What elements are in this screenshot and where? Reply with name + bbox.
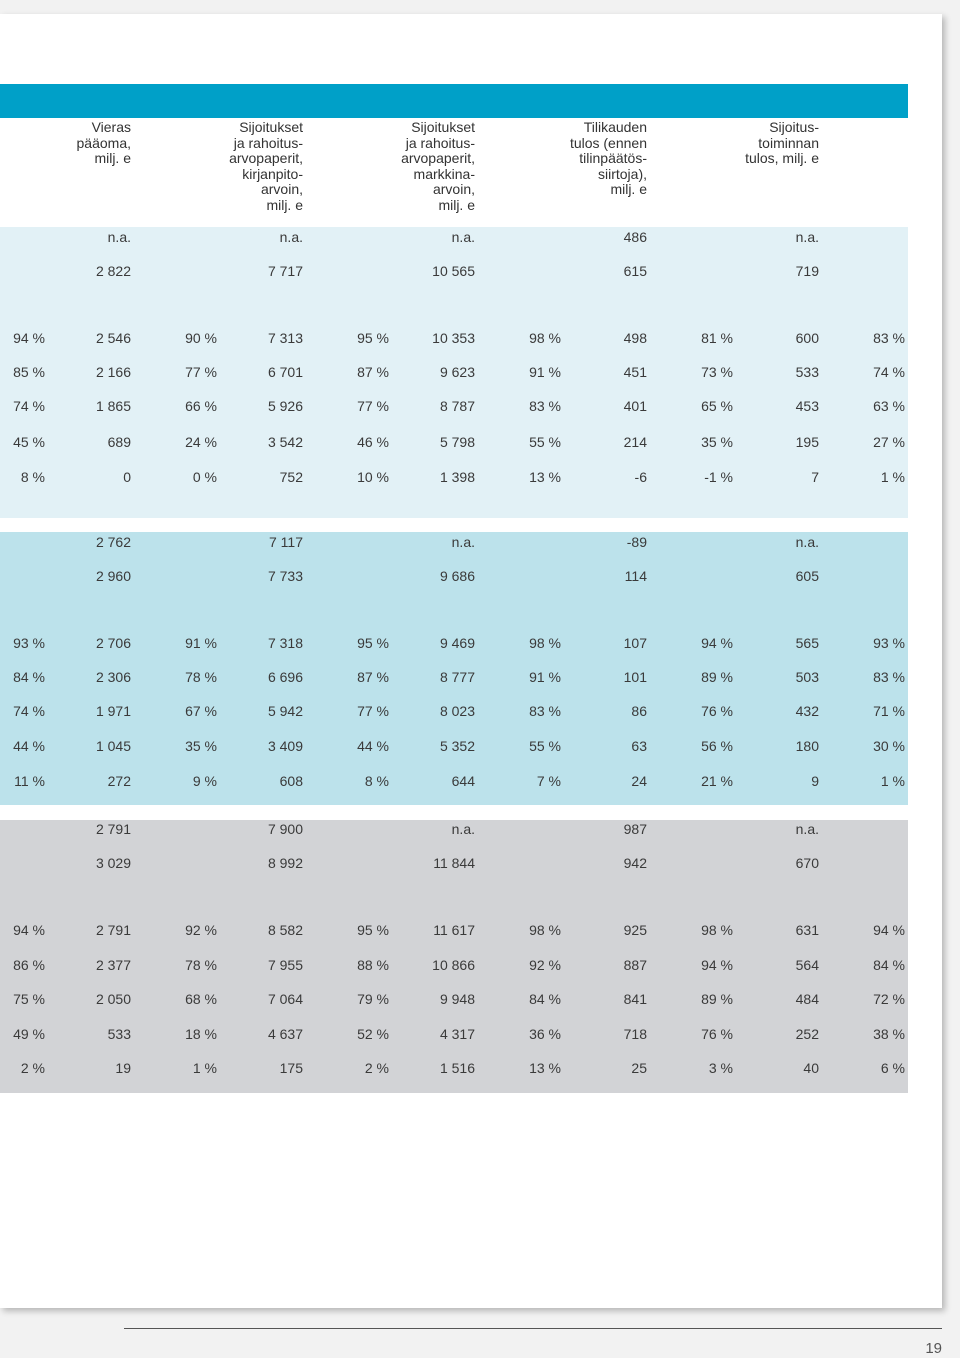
table-cell: 77 %: [185, 364, 217, 380]
table-cell: 180: [795, 738, 819, 754]
table-cell: 11 617: [433, 922, 475, 938]
table-cell: 91 %: [529, 364, 561, 380]
table-cell: 272: [107, 773, 131, 789]
table-cell: 1 971: [95, 703, 131, 719]
table-cell: 6 696: [267, 669, 303, 685]
table-cell: 89 %: [701, 991, 733, 1007]
table-cell: 95 %: [357, 635, 389, 651]
summary-cell: n.a.: [451, 534, 475, 550]
table-cell: 3 409: [267, 738, 303, 754]
table-cell: 84 %: [873, 957, 905, 973]
table-cell: 73 %: [701, 364, 733, 380]
table-cell: 432: [795, 703, 819, 719]
table-cell: 5 926: [267, 398, 303, 414]
table-cell: 18 %: [185, 1026, 217, 1042]
table-cell: 752: [279, 469, 303, 485]
table-cell: 1 %: [880, 773, 905, 789]
table-cell: 7 955: [267, 957, 303, 973]
summary-cell: n.a.: [795, 534, 819, 550]
table-cell: 79 %: [357, 991, 389, 1007]
summary-cell: 486: [623, 229, 647, 245]
summary-cell: 942: [623, 855, 647, 871]
table-cell: 52 %: [357, 1026, 389, 1042]
table-cell: 92 %: [185, 922, 217, 938]
table-cell: 44 %: [357, 738, 389, 754]
table-cell: 24: [631, 773, 647, 789]
table-cell: 11 %: [14, 773, 45, 789]
table-cell: 66 %: [185, 398, 217, 414]
summary-cell: 7 117: [269, 534, 303, 550]
table-cell: 86: [631, 703, 647, 719]
table-cell: 93 %: [13, 635, 45, 651]
table-cell: 8 787: [439, 398, 475, 414]
table-cell: 503: [795, 669, 819, 685]
table-cell: 2 166: [95, 364, 131, 380]
table-cell: 10 866: [432, 957, 475, 973]
table-cell: 1 %: [880, 469, 905, 485]
summary-cell: 7 717: [267, 263, 303, 279]
table-cell: 98 %: [529, 330, 561, 346]
summary-cell: 114: [624, 568, 647, 584]
table-cell: 8 777: [439, 669, 475, 685]
table-cell: 19: [115, 1060, 131, 1076]
table-cell: 94 %: [13, 330, 45, 346]
table-cell: 89 %: [701, 669, 733, 685]
table-cell: 9: [811, 773, 819, 789]
table-cell: 83 %: [873, 669, 905, 685]
table-cell: 13 %: [529, 1060, 561, 1076]
table-cell: 78 %: [185, 957, 217, 973]
table-cell: 8 582: [267, 922, 303, 938]
table-cell: 2 %: [364, 1060, 389, 1076]
table-cell: 40: [803, 1060, 819, 1076]
table-cell: 95 %: [357, 922, 389, 938]
table-cell: 2 706: [95, 635, 131, 651]
table-cell: 6 %: [880, 1060, 905, 1076]
table-cell: 65 %: [701, 398, 733, 414]
table-cell: 8 %: [20, 469, 45, 485]
summary-cell: 7 900: [267, 821, 303, 837]
table-cell: 85 %: [13, 364, 45, 380]
summary-cell: 11 844: [433, 855, 475, 871]
table-cell: 72 %: [873, 991, 905, 1007]
summary-cell: 615: [623, 263, 647, 279]
table-cell: 36 %: [529, 1026, 561, 1042]
table-cell: 75 %: [13, 991, 45, 1007]
table-cell: 24 %: [185, 434, 217, 450]
table-cell: -6: [634, 469, 647, 485]
table-cell: 2 377: [95, 957, 131, 973]
header-bar: [0, 84, 908, 118]
table-cell: 88 %: [357, 957, 389, 973]
column-header: Tilikauden tulos (ennen tilinpäätös- siirtoja), milj. e: [569, 119, 647, 197]
summary-cell: 2 791: [95, 821, 131, 837]
table-cell: 81 %: [701, 330, 733, 346]
table-cell: 74 %: [13, 398, 45, 414]
summary-cell: 3 029: [95, 855, 131, 871]
table-cell: 6 701: [267, 364, 303, 380]
table-cell: 4 317: [439, 1026, 475, 1042]
table-cell: 5 798: [439, 434, 475, 450]
summary-cell: n.a.: [451, 229, 475, 245]
table-cell: 252: [795, 1026, 819, 1042]
table-cell: 98 %: [529, 635, 561, 651]
table-cell: 98 %: [701, 922, 733, 938]
footer-rule: [124, 1328, 942, 1329]
table-cell: 1 398: [439, 469, 475, 485]
table-cell: 3 %: [708, 1060, 733, 1076]
table-cell: 1 516: [439, 1060, 475, 1076]
table-cell: 77 %: [357, 398, 389, 414]
table-cell: 608: [279, 773, 303, 789]
table-cell: 67 %: [185, 703, 217, 719]
summary-cell: n.a.: [795, 821, 819, 837]
table-cell: 484: [795, 991, 819, 1007]
table-cell: 7: [811, 469, 819, 485]
table-cell: 46 %: [357, 434, 389, 450]
summary-cell: 2 762: [95, 534, 131, 550]
summary-cell: 8 992: [267, 855, 303, 871]
table-cell: 10 %: [357, 469, 389, 485]
table-cell: 86 %: [13, 957, 45, 973]
table-cell: 2 %: [20, 1060, 45, 1076]
table-cell: 533: [795, 364, 819, 380]
table-cell: 1 865: [95, 398, 131, 414]
table-cell: 925: [623, 922, 647, 938]
table-cell: 98 %: [529, 922, 561, 938]
table-cell: 2 546: [95, 330, 131, 346]
table-cell: 87 %: [357, 669, 389, 685]
table-cell: 83 %: [873, 330, 905, 346]
summary-cell: 2 960: [95, 568, 131, 584]
table-cell: 887: [623, 957, 647, 973]
table-cell: 7 318: [267, 635, 303, 651]
table-cell: 7 064: [267, 991, 303, 1007]
table-cell: 0 %: [192, 469, 217, 485]
table-cell: 35 %: [701, 434, 733, 450]
summary-cell: 605: [795, 568, 819, 584]
table-cell: 93 %: [873, 635, 905, 651]
table-cell: 44 %: [13, 738, 45, 754]
summary-cell: n.a.: [279, 229, 303, 245]
table-cell: 35 %: [185, 738, 217, 754]
table-cell: 76 %: [701, 703, 733, 719]
table-cell: 94 %: [873, 922, 905, 938]
table-cell: 214: [623, 434, 647, 450]
table-cell: 94 %: [701, 957, 733, 973]
column-header: Sijoitus- toiminnan tulos, milj. e: [745, 119, 819, 166]
table-cell: 9 469: [439, 635, 475, 651]
table-cell: 631: [795, 922, 819, 938]
table-cell: 10 353: [432, 330, 475, 346]
table-cell: 91 %: [529, 669, 561, 685]
table-cell: 3 542: [267, 434, 303, 450]
table-cell: 175: [279, 1060, 303, 1076]
table-cell: 74 %: [13, 703, 45, 719]
summary-cell: 10 565: [432, 263, 475, 279]
table-cell: 644: [451, 773, 475, 789]
summary-cell: 2 822: [95, 263, 131, 279]
table-cell: 8 023: [439, 703, 475, 719]
table-cell: 90 %: [185, 330, 217, 346]
table-cell: 9 623: [439, 364, 475, 380]
table-cell: 83 %: [529, 398, 561, 414]
table-cell: 63: [631, 738, 647, 754]
table-cell: 2 791: [95, 922, 131, 938]
table-cell: 0: [123, 469, 131, 485]
summary-cell: n.a.: [451, 821, 475, 837]
table-cell: 45 %: [13, 434, 45, 450]
table-cell: 401: [623, 398, 647, 414]
table-cell: 7 %: [536, 773, 561, 789]
table-cell: 841: [623, 991, 647, 1007]
summary-cell: 9 686: [439, 568, 475, 584]
table-cell: 91 %: [185, 635, 217, 651]
summary-cell: 670: [795, 855, 819, 871]
table-cell: 689: [107, 434, 131, 450]
table-cell: 94 %: [701, 635, 733, 651]
summary-cell: 987: [623, 821, 647, 837]
table-cell: 9 948: [439, 991, 475, 1007]
table-cell: 94 %: [13, 922, 45, 938]
table-cell: 92 %: [529, 957, 561, 973]
table-cell: 5 942: [267, 703, 303, 719]
table-cell: 55 %: [529, 434, 561, 450]
table-cell: 56 %: [701, 738, 733, 754]
table-cell: 78 %: [185, 669, 217, 685]
table-cell: 71 %: [873, 703, 905, 719]
table-cell: 718: [623, 1026, 647, 1042]
table-cell: 498: [623, 330, 647, 346]
table-cell: 49 %: [13, 1026, 45, 1042]
table-cell: 30 %: [873, 738, 905, 754]
table-cell: -1 %: [704, 469, 733, 485]
table-cell: 84 %: [13, 669, 45, 685]
summary-cell: n.a.: [795, 229, 819, 245]
table-cell: 38 %: [873, 1026, 905, 1042]
column-header: Sijoitukset ja rahoitus- arvopaperit, markkina- arvoin, milj. e: [401, 119, 475, 213]
table-cell: 600: [795, 330, 819, 346]
table-cell: 27 %: [873, 434, 905, 450]
table-cell: 565: [795, 635, 819, 651]
column-header: Vieras pääoma, milj. e: [76, 119, 131, 166]
table-cell: 453: [795, 398, 819, 414]
table-cell: 87 %: [357, 364, 389, 380]
table-cell: 107: [623, 635, 647, 651]
table-cell: 21 %: [701, 773, 733, 789]
table-cell: 95 %: [357, 330, 389, 346]
table-cell: 76 %: [701, 1026, 733, 1042]
table-cell: 68 %: [185, 991, 217, 1007]
table-cell: 13 %: [529, 469, 561, 485]
table-cell: 74 %: [873, 364, 905, 380]
table-cell: 564: [795, 957, 819, 973]
page-number: 19: [925, 1340, 942, 1357]
table-cell: 1 %: [192, 1060, 217, 1076]
table-cell: 5 352: [439, 738, 475, 754]
summary-cell: 719: [795, 263, 819, 279]
table-cell: 101: [623, 669, 647, 685]
summary-cell: n.a.: [107, 229, 131, 245]
summary-cell: 7 733: [267, 568, 303, 584]
table-cell: 4 637: [267, 1026, 303, 1042]
table-cell: 2 306: [95, 669, 131, 685]
table-cell: 25: [631, 1060, 647, 1076]
table-cell: 2 050: [95, 991, 131, 1007]
table-cell: 451: [623, 364, 647, 380]
table-cell: 533: [107, 1026, 131, 1042]
table-cell: 195: [795, 434, 819, 450]
table-cell: 7 313: [267, 330, 303, 346]
table-cell: 1 045: [95, 738, 131, 754]
table-cell: 63 %: [873, 398, 905, 414]
table-cell: 83 %: [529, 703, 561, 719]
table-cell: 9 %: [192, 773, 217, 789]
table-cell: 55 %: [529, 738, 561, 754]
table-cell: 84 %: [529, 991, 561, 1007]
summary-cell: -89: [626, 534, 647, 550]
table-cell: 77 %: [357, 703, 389, 719]
table-cell: 8 %: [364, 773, 389, 789]
column-header: Sijoitukset ja rahoitus- arvopaperit, kirjanpito- arvoin, milj. e: [229, 119, 303, 213]
